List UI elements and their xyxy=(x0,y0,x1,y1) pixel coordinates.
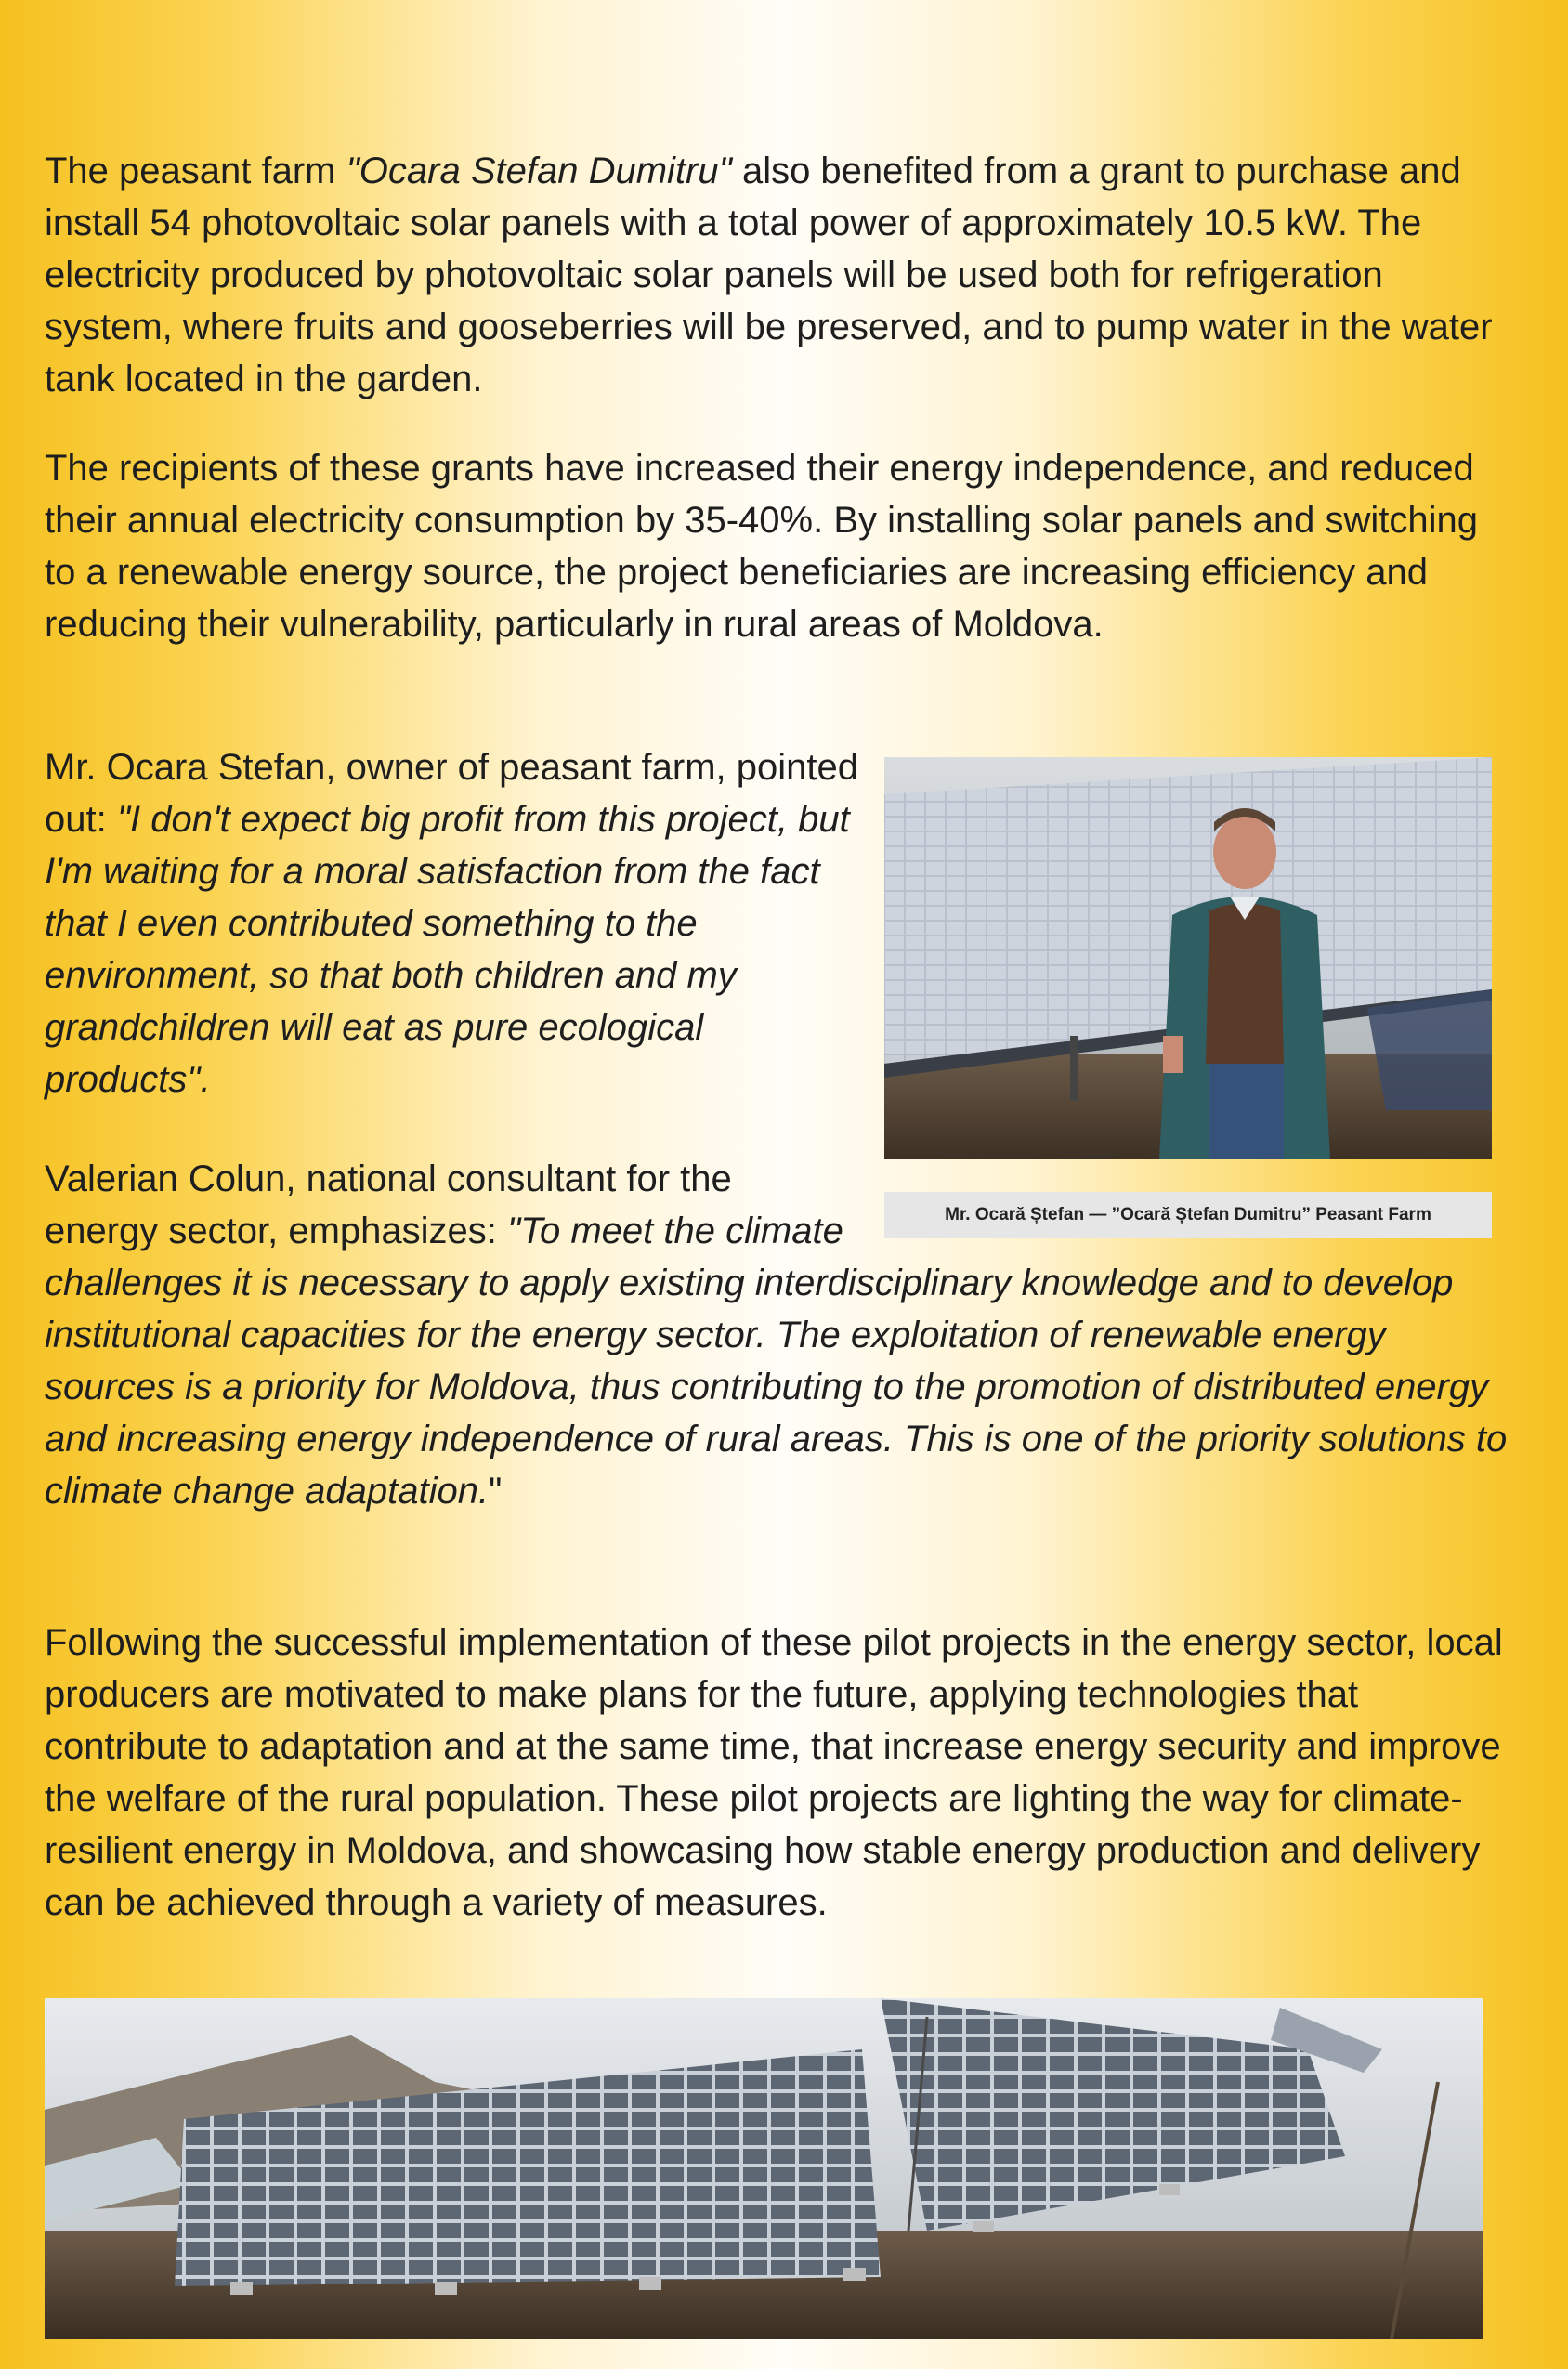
body-text: The recipients of these grants have increased their energy independence, and reduced their annual electricity consumption by 35-40%. By installing solar panels and switching to a renewable energy source, the project beneficiaries are increasing efficiency and reducing their vulnerability, particularly in rural areas of Moldova. xyxy=(45,448,1479,645)
paragraph-ocara-quote xyxy=(45,741,862,1106)
body-text: " xyxy=(489,1471,503,1512)
solar-panorama-image xyxy=(45,1998,1483,2339)
body-text: also benefited from a grant to purchase and install 54 photovoltaic solar panels with a total power of approximately 10.5 kW. The electricity produced by photovoltaic solar panels will be used both for refrigeration system, where fruits and gooseberries will be preserved, and to pump water in the water tank located in the garden. xyxy=(45,151,1493,399)
quote-text: "Ocara Stefan Dumitru" xyxy=(346,151,732,191)
quote-text: "To meet the climate challenges it is necessary to apply existing interdisciplinary knowledge and to develop institutional capacities for the energy sector. The exploitation of renewable energy sources is a priority for Moldova, thus contributing to the promotion of distributed energy and increasing energy independence of rural areas. This is one of the priority solutions to climate change adaptation. xyxy=(45,1211,1508,1512)
quote-text: "I don't expect big profit from this project, but I'm waiting for a moral satisfaction from the fact that I even contributed something to the environment, so that both children and my grandchildren will eat as pure ecological products". xyxy=(45,799,850,1100)
farmer-photo xyxy=(884,757,1492,1159)
paragraph-recipients xyxy=(45,442,1508,650)
text-wrap-spacer xyxy=(853,1153,1508,1246)
body-text: Valerian Colun, national consultant for the energy sector, emphasizes: xyxy=(45,1158,732,1251)
body-text: Mr. Ocara Stefan, owner of peasant farm, pointed out: xyxy=(45,747,859,840)
body-text: The peasant farm xyxy=(45,151,346,191)
paragraph-solar-grant xyxy=(45,145,1508,405)
paragraph-colun-quote xyxy=(45,1153,1508,1517)
photo-caption-text: Mr. Ocară Ștefan — ”Ocară Ștefan Dumitru” Peasant Farm xyxy=(945,1205,1431,1224)
solar-panorama-photo xyxy=(45,1998,1483,2339)
paragraph-conclusion xyxy=(45,1616,1508,1929)
body-text: Following the successful implementation of these pilot projects in the energy sector, local producers are motivated to make plans for the future, applying technologies that contribute to adaptation and at the same time, that increase energy security and improve the welfare of the rural population. These pilot projects are lighting the way for climate-resilient energy in Moldova, and showcasing how stable energy production and delivery can be achieved through a variety of measures. xyxy=(45,1622,1503,1923)
farmer-photo-image xyxy=(884,757,1492,1159)
